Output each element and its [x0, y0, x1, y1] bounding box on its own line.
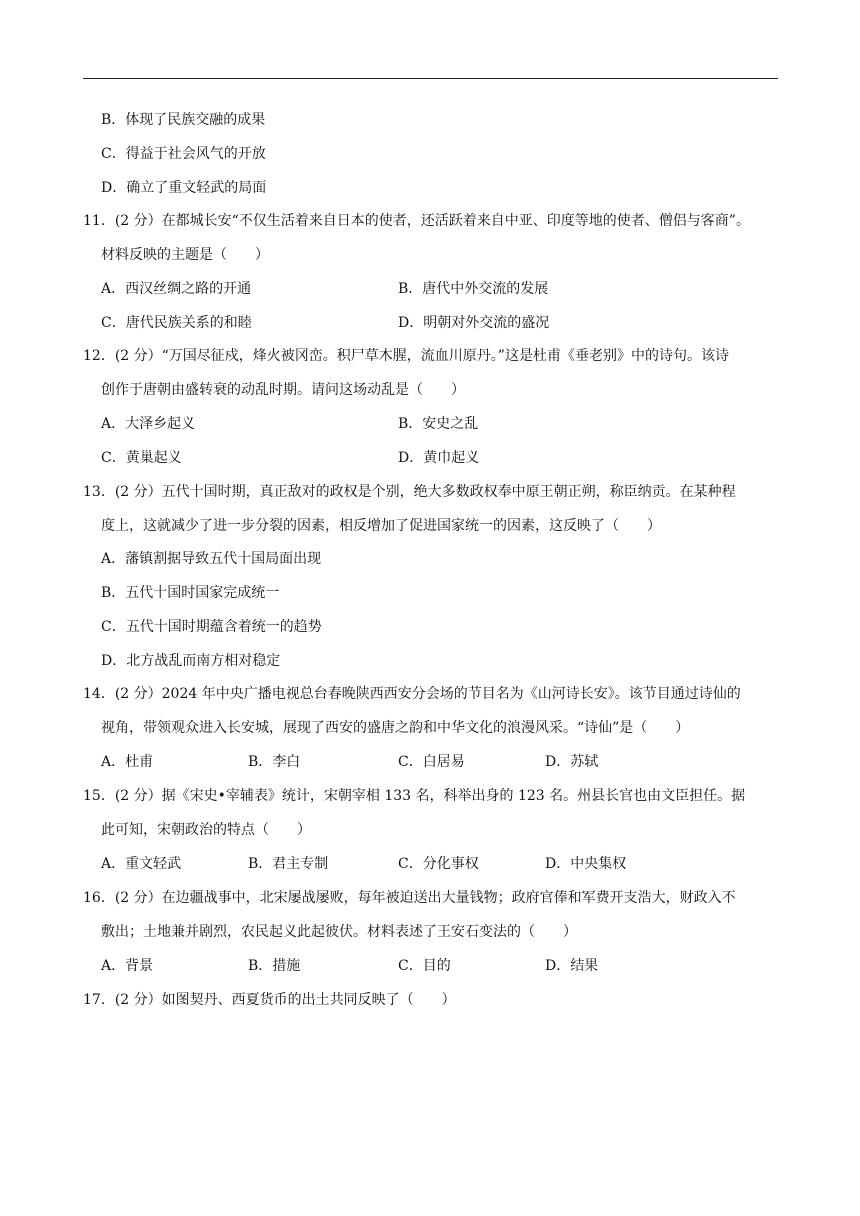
q17-stem-line1: 17．(2 分）如图契丹、西夏货币的出土共同反映了（ ） — [83, 992, 456, 1008]
q13-option-d: D．北方战乱而南方相对稳定 — [101, 653, 281, 669]
q13-option-a: A．藩镇割据导致五代十国局面出现 — [101, 551, 322, 567]
q11-option-a: A．西汉丝绸之路的开通 — [101, 281, 252, 297]
q13-option-c: C．五代十国时期蕴含着统一的趋势 — [101, 619, 322, 635]
q12-option-c: C．黄巢起义 — [101, 450, 182, 466]
q15-option-d: D．中央集权 — [545, 856, 627, 872]
q14-stem-line2: 视角，带领观众进入长安城，展现了西安的盛唐之韵和中华文化的浪漫风采。“诗仙”是（ ） — [101, 720, 690, 736]
q16-option-c: C．目的 — [398, 958, 451, 974]
q13-option-b: B．五代十国时国家完成统一 — [101, 585, 280, 601]
q16-option-a: A．背景 — [101, 958, 154, 974]
q12-option-b: B．安史之乱 — [398, 416, 479, 432]
q15-stem-line1: 15．(2 分）据《宋史•宰辅表》统计，宋朝宰相 133 名，科举出身的 123 名。州县长官也由文臣担任。据 — [83, 788, 746, 804]
q10-option-c: C．得益于社会风气的开放 — [101, 146, 266, 162]
q16-stem-line1: 16．(2 分）在边疆战事中，北宋屡战屡败，每年被迫送出大量钱物；政府官俸和军费开支浩大，财政入不 — [83, 890, 736, 906]
q15-stem-line2: 此可知，宋朝政治的特点（ ） — [101, 822, 311, 838]
q16-stem-line2: 敷出；土地兼并剧烈，农民起义此起彼伏。材料表述了王安石变法的（ ） — [101, 924, 577, 940]
q15-option-c: C．分化事权 — [398, 856, 479, 872]
q16-option-b: B．措施 — [248, 958, 301, 974]
q12-stem-line2: 创作于唐朝由盛转衰的动乱时期。请问这场动乱是（ ） — [101, 382, 465, 398]
q10-option-d: D．确立了重文轻武的局面 — [101, 180, 267, 196]
q11-stem-line1: 11．(2 分）在都城长安“不仅生活着来自日本的使者，还活跃着来自中亚、印度等地的使者、僧侣与客商”。 — [83, 213, 750, 229]
q14-stem-line1: 14．(2 分）2024 年中央广播电视总台春晚陕西西安分会场的节目名为《山河诗长安》。该节目通过诗仙的 — [83, 686, 741, 702]
header-rule — [83, 78, 778, 79]
q10-option-b: B．体现了民族交融的成果 — [101, 112, 266, 128]
q11-option-b: B．唐代中外交流的发展 — [398, 281, 549, 297]
q16-option-d: D．结果 — [545, 958, 599, 974]
q11-stem-line2: 材料反映的主题是（ ） — [101, 247, 269, 263]
q15-option-a: A．重文轻武 — [101, 856, 182, 872]
q13-stem-line1: 13．(2 分）五代十国时期，真正敌对的政权是个别，绝大多数政权奉中原王朝正朔，称臣纳贡。在某种程 — [83, 484, 736, 500]
q12-stem-line1: 12．(2 分）“万国尽征戍，烽火被冈峦。积尸草木腥，流血川原丹。”这是杜甫《垂老别》中的诗句。该诗 — [83, 348, 729, 364]
q15-option-b: B．君主专制 — [248, 856, 329, 872]
q12-option-a: A．大泽乡起义 — [101, 416, 196, 432]
q13-stem-line2: 度上，这就减少了进一步分裂的因素，相反增加了促进国家统一的因素，这反映了（ ） — [101, 518, 661, 534]
q14-option-d: D．苏轼 — [545, 754, 599, 770]
q14-option-a: A．杜甫 — [101, 754, 154, 770]
q12-option-d: D．黄巾起义 — [398, 450, 480, 466]
q14-option-b: B．李白 — [248, 754, 301, 770]
q14-option-c: C．白居易 — [398, 754, 465, 770]
q11-option-d: D．明朝对外交流的盛况 — [398, 315, 550, 331]
q11-option-c: C．唐代民族关系的和睦 — [101, 315, 252, 331]
